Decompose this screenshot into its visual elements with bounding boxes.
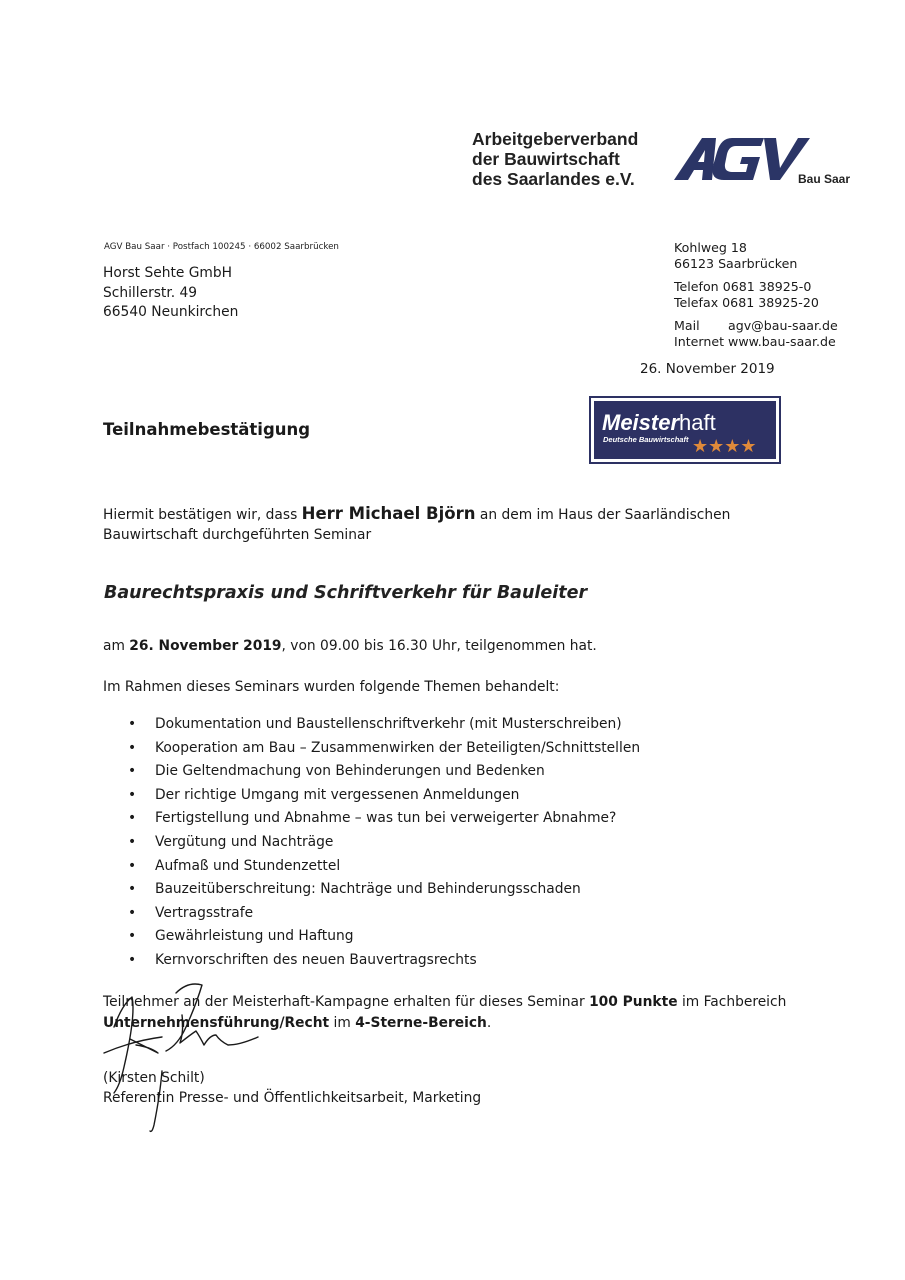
intro-line-2: Bauwirtschaft durchgeführten Seminar: [103, 527, 372, 543]
list-item: • Gewährleistung und Haftung: [128, 928, 354, 945]
intro-suffix: an dem im Haus der Saarländischen: [479, 507, 731, 523]
fax-label: Telefax: [674, 294, 719, 310]
attendance-suffix: , von 09.00 bis 16.30 Uhr, teilgenommen hat.: [281, 638, 597, 654]
recipient-city: 66540 Neunkirchen: [103, 304, 239, 320]
attendance-date: 26. November 2019: [129, 638, 282, 654]
sender-address-line: AGV Bau Saar · Postfach 100245 · 66002 Saarbrücken: [104, 242, 339, 252]
intro-prefix: Hiermit bestätigen wir, dass: [103, 507, 302, 523]
list-item: • Kooperation am Bau – Zusammenwirken der Beteiligten/Schnittstellen: [128, 739, 641, 756]
letter-date: 26. November 2019: [640, 361, 775, 377]
seminar-title: Baurechtspraxis und Schriftverkehr für Bauleiter: [104, 583, 588, 603]
signer-block: [103, 1068, 481, 1108]
meisterhaft-badge: [589, 396, 781, 464]
contact-mail: [674, 318, 838, 334]
badge-subtitle: Deutsche Bauwirtschaft: [603, 435, 689, 444]
badge-word-light: haft: [679, 410, 716, 435]
handwritten-signature: [92, 975, 292, 1135]
organization-name: [472, 129, 638, 189]
list-item: • Die Geltendmachung von Behinderungen und Bedenken: [128, 763, 545, 780]
agv-logo-subtext: Bau Saar: [798, 172, 851, 186]
topics-intro: Im Rahmen dieses Seminars wurden folgende Themen behandelt:: [103, 679, 560, 695]
document-title: Teilnahmebestätigung: [103, 420, 311, 439]
phone-label: Telefon: [674, 279, 719, 295]
internet-label: Internet: [674, 333, 725, 349]
recipient-company: Horst Sehte GmbH: [103, 265, 233, 281]
list-item: • Dokumentation und Baustellenschriftverkehr (mit Musterschreiben): [128, 716, 622, 732]
points-end: .: [486, 1014, 492, 1031]
badge-stars: ★★★★: [692, 436, 757, 457]
list-item: • Vertragsstrafe: [128, 904, 254, 921]
internet-value: www.bau-saar.de: [728, 333, 836, 349]
attendance-line: [103, 636, 597, 656]
topics-list: [128, 713, 640, 973]
mail-label: Mail: [674, 318, 700, 334]
list-item: • Kernvorschriften des neuen Bauvertragsrechts: [128, 951, 477, 968]
badge-word-bold: Meister: [602, 410, 680, 435]
list-item: • Fertigstellung und Abnahme – was tun bei verweigerter Abnahme?: [128, 810, 617, 827]
points-prefix: Teilnehmer an der Meisterhaft-Kampagne erhalten für dieses Seminar: [103, 994, 590, 1010]
intro-paragraph: [103, 504, 730, 545]
signer-name: (Kirsten Schilt): [103, 1070, 205, 1086]
contact-fax: [674, 295, 838, 311]
list-item: • Der richtige Umgang mit vergessenen Anmeldungen: [128, 786, 520, 803]
points-value: 100 Punkte: [589, 994, 678, 1010]
svg-text:Meisterhaft: [602, 410, 716, 435]
points-mid: im: [329, 1014, 356, 1031]
points-area: Unternehmensführung/Recht: [103, 1014, 330, 1031]
points-suffix: im Fachbereich: [677, 994, 787, 1010]
contact-street: Kohlweg 18: [674, 240, 747, 255]
attendance-prefix: am: [103, 638, 130, 654]
participant-name: Herr Michael Björn: [301, 504, 476, 523]
recipient-street: Schillerstr. 49: [103, 284, 198, 301]
list-item: • Vergütung und Nachträge: [128, 833, 334, 850]
org-name-line-2: der Bauwirtschaft: [472, 149, 620, 169]
org-name-line-1: Arbeitgeberverband: [472, 129, 639, 149]
points-level: 4-Sterne-Bereich: [355, 1014, 487, 1031]
contact-phone: [674, 279, 838, 295]
phone-value: 0681 38925-0: [722, 279, 812, 295]
contact-city: 66123 Saarbrücken: [674, 255, 798, 271]
org-name-line-3: des Saarlandes e.V.: [472, 169, 635, 189]
signer-role: Referentin Presse- und Öffentlichkeitsarbeit, Marketing: [103, 1090, 482, 1106]
fax-value: 0681 38925-20: [722, 294, 819, 310]
list-item: • Aufmaß und Stundenzettel: [128, 857, 341, 874]
contact-block: [674, 240, 838, 350]
recipient-address: [103, 264, 238, 323]
agv-logo: [672, 132, 862, 192]
list-item: • Bauzeitüberschreitung: Nachträge und Behinderungsschaden: [128, 881, 581, 898]
mail-value: agv@bau-saar.de: [728, 318, 838, 334]
contact-internet: [674, 334, 838, 350]
